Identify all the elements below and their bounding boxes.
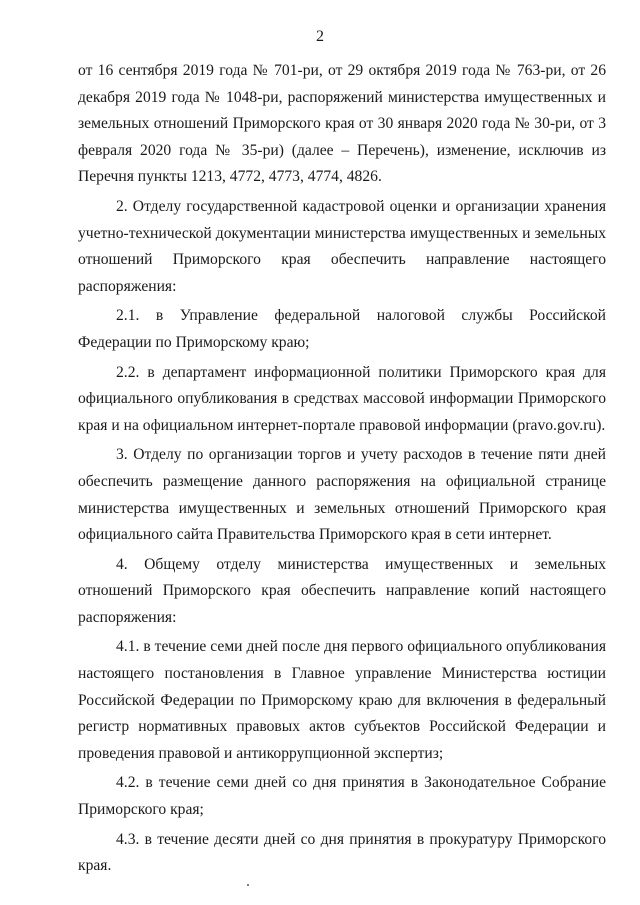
paragraph-item-3: 3. Отделу по организации торгов и учету расходов в течение пяти дней обеспечить размещение данного распоряжения на официальной странице министерства имущественных и земельных отношений Приморского края официального сайта Правительства Приморского края в сети интернет. (78, 446, 606, 544)
paragraph-item-4-1: 4.1. в течение семи дней после дня первого официального опубликования настоящего постановления в Главное управление Министерства юстиции Российской Федерации по Приморскому краю для включения в федеральный регистр нормативных правовых актов субъектов Российской Федерации и проведения правовой и антикоррупционной экспертиз; (78, 638, 606, 762)
paragraph-item-4-2: 4.2. в течение семи дней со дня принятия в Законодательное Собрание Приморского края; (78, 774, 606, 819)
paragraph-item-4-3: 4.3. в течение десяти дней со дня принятия в прокуратуру Приморского края. (78, 830, 606, 875)
paragraph-item-2: 2. Отделу государственной кадастровой оценки и организации хранения учетно-технической документации министерства имущественных и земельных отношений Приморского края обеспечить направление настоящего распоряжения: (78, 197, 606, 295)
document-body (78, 58, 606, 880)
paragraph-item-4: 4. Общему отделу министерства имущественных и земельных отношений Приморского края обеспечить направление копий настоящего распоряжения: (78, 555, 606, 626)
paragraph-continuation: от 16 сентября 2019 года № 701-ри, от 29 октября 2019 года № 763-ри, от 26 декабря 2019 года № 1048-ри, распоряжений министерства имущественных и земельных отношений Приморского края от 30 января 2020 года № 30-ри, от 3 февраля 2020 года № 35-ри) (далее – Перечень), изменение, исключив из Перечня пункты 1213, 4772, 4773, 4774, 4826. (78, 62, 606, 186)
page-number: 2 (316, 28, 324, 45)
scan-speck (247, 884, 249, 886)
paragraph-item-2-2: 2.2. в департамент информационной политики Приморского края для официального опубликования в средствах массовой информации Приморского края и на официальном интернет-портале правовой информации (pravo.gov.ru). (78, 363, 606, 434)
paragraph-item-2-1: 2.1. в Управление федеральной налоговой службы Российской Федерации по Приморскому краю; (78, 307, 606, 351)
